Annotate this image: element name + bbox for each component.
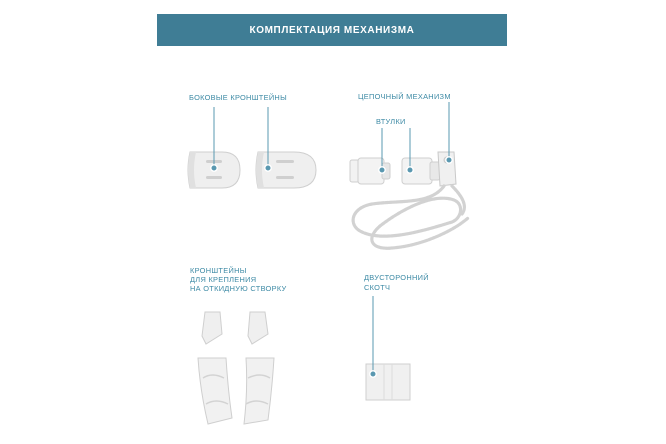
header-title: КОМПЛЕКТАЦИЯ МЕХАНИЗМА xyxy=(249,24,415,36)
bead-chain xyxy=(353,186,468,248)
label-tape-line-2: СКОТЧ xyxy=(364,283,391,292)
label-sash-brackets-line-2: ДЛЯ КРЕПЛЕНИЯ xyxy=(190,275,257,284)
pointer-dot xyxy=(211,165,217,171)
label-side-brackets: БОКОВЫЕ КРОНШТЕЙНЫ xyxy=(189,93,287,102)
pointer-dot xyxy=(265,165,271,171)
pointer-dot xyxy=(370,371,376,377)
label-sash-brackets-line-3: НА ОТКИДНУЮ СТВОРКУ xyxy=(190,284,287,293)
label-bushings: ВТУЛКИ xyxy=(376,117,406,126)
label-sash-brackets-line-1: КРОНШТЕЙНЫ xyxy=(190,266,247,275)
pointer-dot xyxy=(446,157,452,163)
pointer-dot xyxy=(379,167,385,173)
pointer-dot xyxy=(407,167,413,173)
label-tape-line-1: ДВУСТОРОННИЙ xyxy=(364,273,429,282)
label-chain-mechanism: ЦЕПОЧНЫЙ МЕХАНИЗМ xyxy=(358,92,451,101)
sash-bracket-left xyxy=(198,312,232,424)
sash-bracket-right xyxy=(244,312,274,424)
